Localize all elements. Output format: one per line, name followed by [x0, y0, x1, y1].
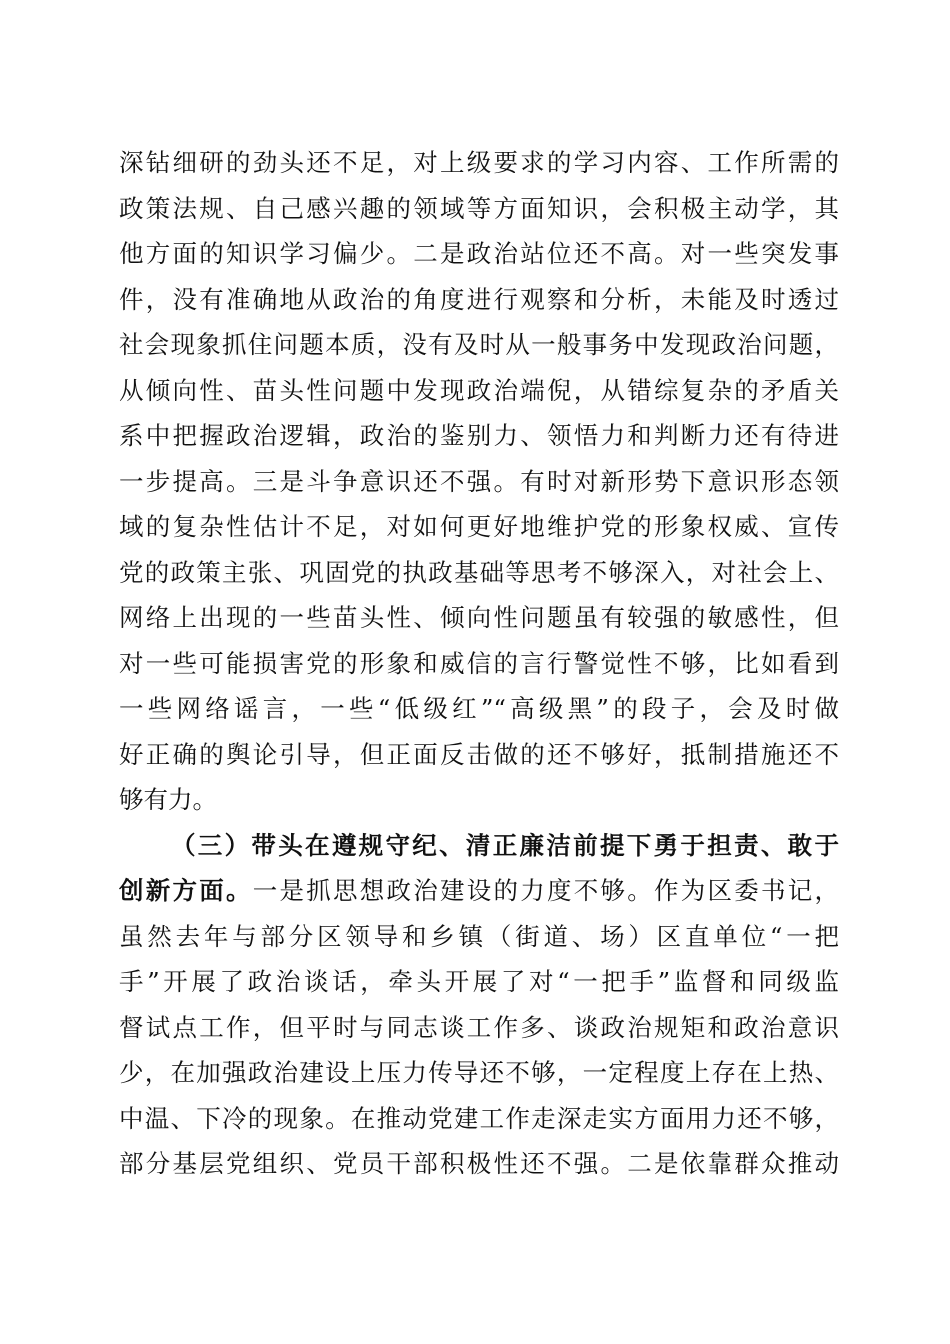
text-run: 一是抓思想政治建设的力度不够。作为区委书记， [252, 876, 839, 905]
text-line: 件，没有准确地从政治的角度进行观察和分析，未能及时透过 [119, 284, 839, 314]
text-line: 少，在加强政治建设上压力传导还不够，一定程度上存在上热、 [119, 1058, 839, 1087]
text-line: 中温、下冷的现象。在推动党建工作走深走实方面用力还不够， [119, 1103, 839, 1133]
text-line: 系中把握政治逻辑，政治的鉴别力、领悟力和判断力还有待进 [119, 421, 839, 450]
text-line: 好正确的舆论引导，但正面反击做的还不够好，抵制措施还不 [119, 739, 839, 769]
section-heading-end: 创新方面。 [119, 876, 253, 905]
text-line: 域的复杂性估计不足，对如何更好地维护党的形象权威、宣传 [119, 512, 839, 541]
text-line: 一步提高。三是斗争意识还不强。有时对新形势下意识形态领 [119, 466, 839, 496]
text-line: 网络上出现的一些苗头性、倾向性问题虽有较强的敏感性，但 [119, 603, 839, 632]
text-line: 党的政策主张、巩固党的执政基础等思考不够深入，对社会上、 [119, 557, 839, 587]
section-heading-line: （三）带头在遵规守纪、清正廉洁前提下勇于担责、敢于 [171, 830, 839, 860]
text-line: 社会现象抓住问题本质，没有及时从一般事务中发现政治问题， [119, 330, 839, 359]
body-text [119, 140, 839, 1187]
text-line: 对一些可能损害党的形象和威信的言行警觉性不够，比如看到 [119, 648, 839, 678]
text-line: 政策法规、自己感兴趣的领域等方面知识，会积极主动学，其 [119, 193, 839, 223]
text-line: 够有力。 [119, 785, 217, 814]
paragraph-1 [119, 140, 839, 823]
text-line [119, 868, 839, 914]
text-line: 深钻细研的劲头还不足，对上级要求的学习内容、工作所需的 [119, 148, 839, 177]
text-line: 部分基层党组织、党员干部积极性还不强。二是依靠群众推动 [119, 1149, 839, 1178]
text-line: 他方面的知识学习偏少。二是政治站位还不高。对一些突发事 [119, 239, 839, 268]
text-line: 督试点工作，但平时与同志谈工作多、谈政治规矩和政治意识 [119, 1012, 839, 1042]
text-line: 手”开展了政治谈话，牵头开展了对“一把手”监督和同级监 [119, 967, 839, 996]
text-line: 从倾向性、苗头性问题中发现政治端倪，从错综复杂的矛盾关 [119, 375, 839, 405]
text-line: 虽然去年与部分区领导和乡镇（街道、场）区直单位“一把 [119, 921, 839, 951]
paragraph-2 [119, 823, 839, 1187]
text-line: 一些网络谣言，一些“低级红”“高级黑”的段子，会及时做 [119, 694, 839, 723]
